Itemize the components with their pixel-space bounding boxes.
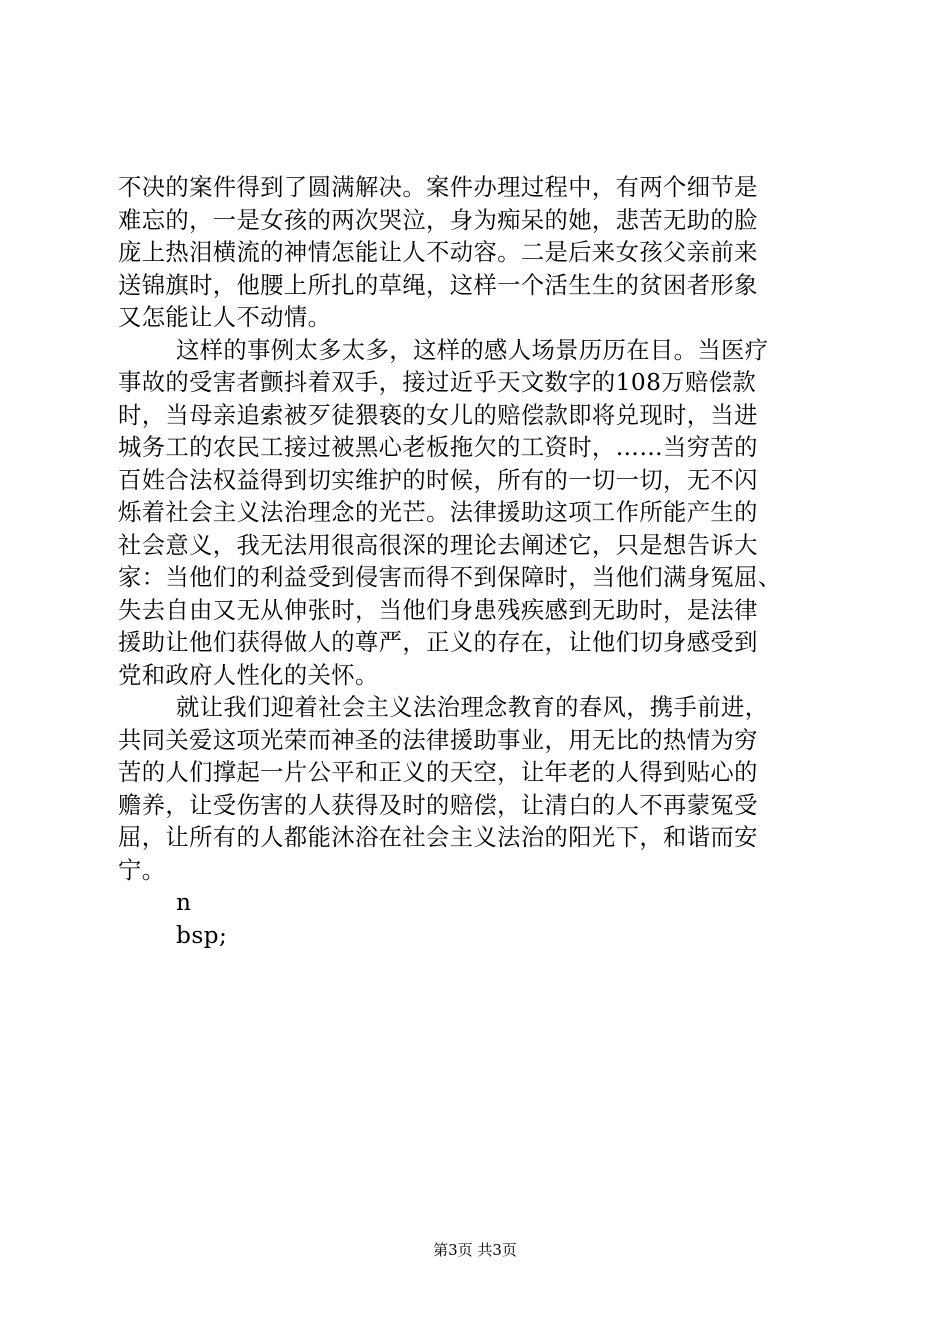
paragraph-2-line-3: 时，当母亲追索被歹徒猥亵的女儿的赔偿款即将兑现时，当进 [118, 401, 758, 429]
paragraph-3-line-2: 共同关爱这项光荣而神圣的法律援助事业，用无比的热情为穷 [118, 726, 758, 754]
paragraph-2-line-5: 百姓合法权益得到切实维护的时候，所有的一切一切，无不闪 [118, 466, 758, 494]
paragraph-3-line-1: 就让我们迎着社会主义法治理念教育的春风，携手前进， [176, 694, 769, 721]
page-number-label: 第3页 共3页 [433, 1241, 517, 1259]
paragraph-1-line-3: 庞上热泪横流的神情怎能让人不动容。二是后来女孩父亲前来 [118, 239, 758, 266]
paragraph-1-line-2: 难忘的，一是女孩的两次哭泣，身为痴呆的她，悲苦无助的脸 [118, 206, 758, 234]
paragraph-1-line-1: 不决的案件得到了圆满解决。案件办理过程中，有两个细节是 [118, 174, 758, 201]
paragraph-2-line-8: 家：当他们的利益受到侵害而得不到保障时，当他们满身冤屈、 [118, 564, 782, 591]
paragraph-2-line-7: 社会意义，我无法用很高很深的理论去阐述它，只是想告诉大 [118, 531, 758, 559]
paragraph-2-line-10: 援助让他们获得做人的尊严，正义的存在，让他们切身感受到 [118, 629, 758, 656]
paragraph-1-line-5: 又怎能让人不动情。 [118, 304, 332, 331]
document-body [118, 172, 830, 952]
page-footer [0, 1240, 950, 1260]
paragraph-4-line-2: bsp; [176, 921, 228, 949]
paragraph-3-line-3: 苦的人们撑起一片公平和正义的天空，让年老的人得到贴心的 [118, 759, 758, 786]
paragraph-3-line-4: 赡养，让受伤害的人获得及时的赔偿，让清白的人不再蒙冤受 [118, 791, 758, 819]
paragraph-2-line-9: 失去自由又无从伸张时，当他们身患残疾感到无助时，是法律 [118, 596, 758, 624]
paragraph-3-line-6: 宁。 [118, 856, 166, 884]
paragraph-2-line-6: 烁着社会主义法治理念的光芒。法律援助这项工作所能产生的 [118, 499, 758, 526]
paragraph-2-line-2: 事故的受害者颤抖着双手，接过近乎天文数字的108万赔偿款 [118, 369, 757, 396]
paragraph-1-line-4: 送锦旗时，他腰上所扎的草绳，这样一个活生生的贫困者形象 [118, 271, 758, 299]
paragraph-2-line-11: 党和政府人性化的关怀。 [118, 661, 379, 689]
paragraph-2-line-1: 这样的事例太多太多，这样的感人场景历历在目。当医疗 [176, 336, 769, 364]
paragraph-3-line-5: 屈，让所有的人都能沐浴在社会主义法治的阳光下，和谐而安 [118, 824, 758, 851]
paragraph-2-line-4: 城务工的农民工接过被黑心老板拖欠的工资时，……当穷苦的 [118, 434, 758, 461]
paragraph-4-line-1: n [176, 889, 192, 916]
